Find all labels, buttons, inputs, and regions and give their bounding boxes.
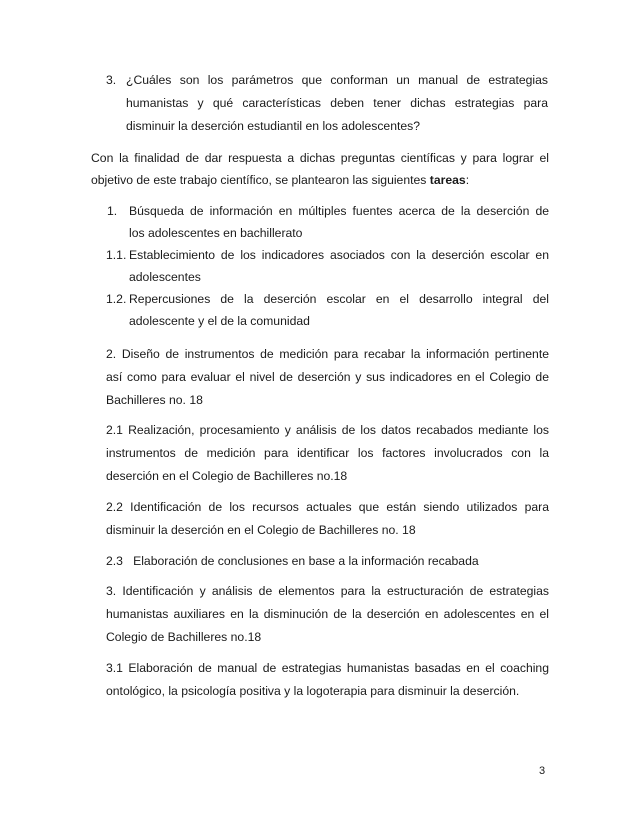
task-2-line-1: 2. Diseño de instrumentos de medición para recabar la información pertinente (106, 347, 549, 361)
task-3-1-line-2: ontológico, la psicología positiva y la logoterapia para disminuir la deserción. (106, 684, 520, 698)
task-2-2-line-2: disminuir la deserción en el Colegio de Bachilleres no. 18 (106, 523, 416, 537)
intro-line-1: Con la finalidad de dar respuesta a dichas preguntas científicas y para lograr el (91, 151, 549, 165)
task-1-number: 1. (107, 204, 118, 218)
task-2-line-3: Bachilleres no. 18 (106, 393, 203, 407)
task-2-1-line-2: instrumentos de medición para identificar los factores involucrados con la (106, 446, 549, 460)
question-3-number: 3. (106, 73, 117, 87)
task-3-1-line-1: 3.1 Elaboración de manual de estrategias humanistas basadas en el coaching (106, 661, 549, 675)
task-1-1-line-1: Establecimiento de los indicadores asociados con la deserción escolar en (129, 248, 549, 262)
question-3-line-1: ¿Cuáles son los parámetros que conforman un manual de estrategias (126, 73, 548, 87)
question-3-line-2: humanistas y qué características deben tener dichas estrategias para (126, 96, 548, 110)
task-1-2-line-1: Repercusiones de la deserción escolar en el desarrollo integral del (129, 292, 549, 306)
task-1-1-line-2: adolescentes (129, 270, 201, 284)
task-2-1-line-1: 2.1 Realización, procesamiento y análisis de los datos recabados mediante los (106, 423, 549, 437)
intro-line-2-colon: : (465, 173, 470, 187)
task-1-1-number: 1.1. (106, 248, 127, 262)
task-1-2-number: 1.2. (106, 292, 127, 306)
task-1-line-1: Búsqueda de información en múltiples fuentes acerca de la deserción de (129, 204, 549, 218)
task-2-line-2: así como para evaluar el nivel de deserción y sus indicadores en el Colegio de (106, 370, 549, 384)
page-number: 3 (539, 765, 546, 777)
intro-line-2-text: objetivo de este trabajo científico, se plantearon las siguientes (91, 173, 430, 187)
task-2-3-line-1: 2.3 Elaboración de conclusiones en base a la información recabada (106, 554, 479, 568)
task-1-2-line-2: adolescente y el de la comunidad (129, 314, 310, 328)
task-3-line-3: Colegio de Bachilleres no.18 (106, 630, 262, 644)
task-3-line-2: humanistas auxiliares en la disminución de la deserción en adolescentes en el (106, 607, 549, 621)
task-3-line-1: 3. Identificación y análisis de elementos para la estructuración de estrategias (106, 584, 549, 598)
task-1-line-2: los adolescentes en bachillerato (129, 226, 303, 240)
intro-bold-tareas: tareas (429, 173, 466, 187)
task-2-2-line-1: 2.2 Identificación de los recursos actuales que están siendo utilizados para (106, 500, 549, 514)
question-3-line-3: disminuir la deserción estudiantil en los adolescentes? (126, 119, 421, 133)
task-2-1-line-3: deserción en el Colegio de Bachilleres no.18 (106, 469, 348, 483)
intro-line-2 (91, 169, 469, 192)
